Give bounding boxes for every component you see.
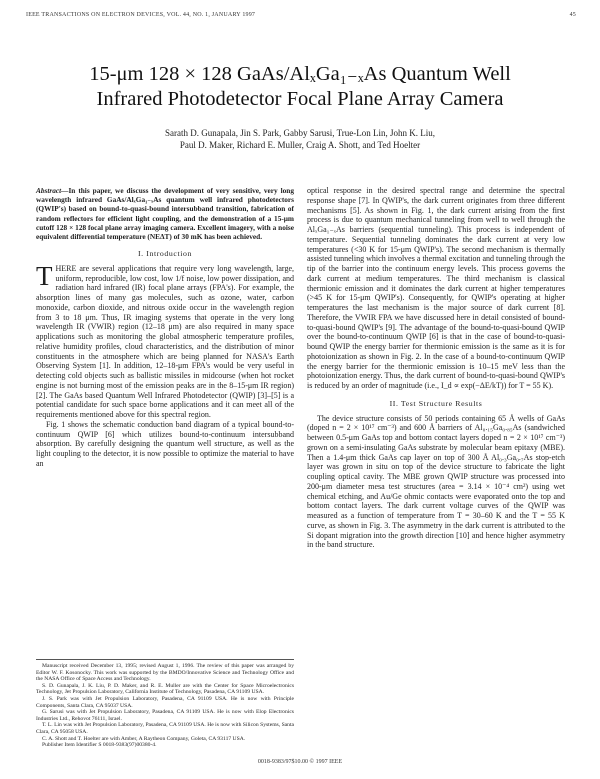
title-line-2: Infrared Photodetector Focal Plane Array Camera <box>96 88 504 110</box>
intro-paragraph-1-text: HERE are several applications that require very long wavelength, large, uniform, reproducible, low cost, low 1/f noise, low power dissipation, and radiation hard infrared (IR) focal plane arrays (FPA's). For example, the absorption lines of many gas molecules, such as ozone, water, carbon monoxide, carbon dioxide, and nitrous oxide occur in the wavelength region from 3 to 18 μm. Thus, IR imaging systems that operate in the very long wavelength IR (VWIR) region (12–18 μm) are also required in many space applications such as monitoring the global atmospheric temperature profiles, relative humidity profiles, cloud characteristics, and the distribution of minor constituents in the atmosphere which are being planned for NASA's Earth Observing System [1]. In addition, 12–18-μm FPA's would be very useful in detecting cold objects such as ballistic missiles in midcourse (when hot rocket engine is not burning most of the emission peaks are in the 8–15-μm IR region) [2]. The GaAs based Quantum Well Infrared Photodetector (QWIP) [3]–[5] is a potential candidate for such space borne applications and it can meet all of the requirements mentioned above for this spectral region. <box>36 263 294 420</box>
section-heading-results: II. Test Structure Results <box>389 398 483 408</box>
authors-line-2: Paul D. Maker, Richard E. Muller, Craig A. Shott, and Ted Hoelter <box>179 139 421 150</box>
title-line-1: 15-μm 128 × 128 GaAs/AlₓGa₁₋ₓAs Quantum Well <box>89 63 511 85</box>
copyright-line: 0018-9383/97$10.00 © 1997 IEEE <box>257 759 343 765</box>
intro-paragraph-2: Fig. 1 shows the schematic conduction band diagram of a typical bound-to-continuum QWIP [6] which utilizes bound-to-continuum intersubband absorption. By carefully designing the quantum well structure, as well as the light coupling to the detector, it is now possible to optimize the material to have an <box>36 419 294 468</box>
footnote-manuscript: Manuscript received December 13, 1995; revised August 1, 1996. The review of this paper was arranged by Editor W. F. Kosonocky. This work was supported by the BMDO/Innovative Science and Technology Office and the NASA Office of Space Access and Technology. <box>36 663 294 683</box>
left-column <box>36 186 294 469</box>
abstract-lead: Abstract— <box>36 186 69 195</box>
right-column <box>307 186 565 550</box>
footnote-affiliation-3: G. Sarusi was with Jet Propulsion Laboratory, Pasadena, CA 91109 USA. He is now with Elop Electronics Industries Ltd., Rehovot 76111, Israel. <box>36 709 294 722</box>
paper-title <box>24 62 576 112</box>
results-paragraph-1: The device structure consists of 50 periods containing 65 Å wells of GaAs (doped n = 2 × 10¹⁷ cm⁻³) and 600 Å barriers of Al₀.₁₅Ga₀.₈₅As (sandwiched between 0.5-μm GaAs top and bottom contact layers doped n = 2 × 10¹⁷ cm⁻³) grown on a semi-insulating GaAs substrate by molecular beam epitaxy (MBE). Then a 1.4-μm thick GaAs cap layer on top of 300 Å Al₀.₃Ga₀.₇As stop-etch layer was grown in situ on top of the device structure to fabricate the light coupling optical cavity. The MBE grown QWIP structure was processed into 200-μm diameter mesa test structures (area = 3.14 × 10⁻⁴ cm²) using wet chemical etching, and Au/Ge ohmic contacts were evaporated onto the top and bottom contact layers. The dark current voltage curves of the QWIP was measured as a function of temperature from T = 30–60 K and the T = 55 K curve, as shown in Fig. 3. The asymmetry in the dark current is attributed to the Si dopant migration into the growth direction [10] and hence higher asymmetry in the band structure. <box>307 413 565 550</box>
footnote-publisher-id: Publisher Item Identifier S 0018-9383(97)00380-4. <box>42 742 157 749</box>
right-paragraph-1: optical response in the desired spectral range and determine the spectral response shape [7]. In QWIP's, the dark current originates from three different mechanisms [5]. As shown in Fig. 1, the dark current arising from the first process is due to quantum mechanical tunneling from well to well through the AlₓGa₁₋ₓAs barriers (sequential tunneling). This process is independent of temperature. Sequential tunneling dominates the dark current at very low temperatures (<30 K for 15-μm QWIP's). The second mechanism is thermally assisted tunneling which involves a thermal excitation and tunneling through the tip of the barrier into the continuum energy levels. This process governs the dark current at medium temperatures. The third mechanism is classical thermionic emission and it dominates the dark current at higher temperatures (>45 K for 15-μm QWIP's). Consequently, for QWIP's operating at higher temperatures the last mechanism is the major source of dark current [8]. Therefore, the VWIR FPA we have discussed here in detail consisted of bound-to-quasi-bound QWIP's [9]. The advantage of the bound-to-quasi-bound QWIP over the bound-to-continuum QWIP [6] is that in the case of bound-to-quasi-bound QWIP the energy barrier for thermionic emission is the same as it is for photoionization as shown in Fig. 2. In the case of a bound-to-continuum QWIP the energy barrier for the thermionic emission is 10–15 meV less than the photoionization energy. Thus, the dark current of bound-to-quasi-bound QWIP's is reduced by an order of magnitude (i.e., I_d ∝ exp(−ΔE/kT)) for T = 55 K). <box>307 186 565 390</box>
abstract <box>36 186 294 241</box>
footnote-affiliation-2: J. S. Park was with Jet Propulsion Laboratory, Pasadena, CA 91109 USA. He is now with Principle Components, Santa Clara, CA 95037 USA. <box>36 695 294 709</box>
intro-paragraph-1 <box>36 260 294 420</box>
journal-name: IEEE TRANSACTIONS ON ELECTRON DEVICES, VOL. 44, NO. 1, JANUARY 1997 <box>26 12 256 18</box>
page-number: 45 <box>569 12 576 18</box>
author-list <box>60 128 540 151</box>
abstract-text: In this paper, we discuss the development of very sensitive, very long wavelength infrared GaAs/AlₓGa₁₋ₓAs quantum well infrared photodetectors (QWIP's) based on bound-to-quasi-bound intersubband transition, fabrication of random reflectors for efficient light coupling, and the demonstration of a 15-μm cutoff 128 × 128 focal plane array imaging camera. Excellent imagery, with a noise equivalent differential temperature (NEΔT) of 30 mK has been achieved. <box>36 186 294 242</box>
footnote-affiliation-5: C. A. Shott and T. Hoelter are with Amber, A Raytheon Company, Goleta, CA 93117 USA. <box>42 735 246 742</box>
drop-cap: T <box>36 260 53 291</box>
authors-line-1: Sarath D. Gunapala, Jin S. Park, Gabby Sarusi, True-Lon Lin, John K. Liu, <box>165 128 435 138</box>
running-header <box>26 12 576 24</box>
footnote-affiliation-4: T. L. Lin was with Jet Propulsion Laboratory, Pasadena, CA 91109 USA. He is now with Silicon Systems, Santa Clara, CA 95058 USA. <box>36 722 294 735</box>
footnote-affiliation-1: S. D. Gunapala, J. K. Liu, P. D. Maker, and R. E. Muller are with the Center for Space Microelectronics Technology, Jet Propulsion Laboratory, California Institute of Technology, Pasadena, CA 91109 USA. <box>36 682 294 696</box>
footnotes <box>36 659 294 749</box>
section-heading-introduction: I. Introduction <box>137 249 193 259</box>
